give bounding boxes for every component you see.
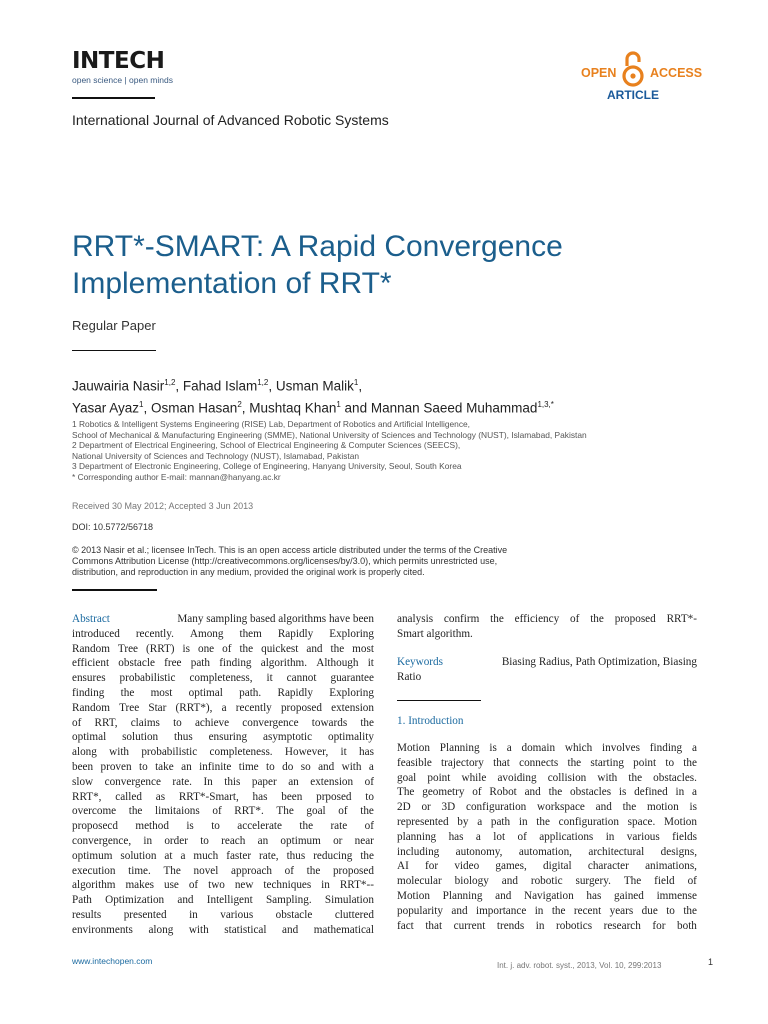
text-line: analysis confirm the efficiency of the proposed RRT*- bbox=[397, 613, 697, 625]
abstract-continued bbox=[397, 612, 697, 642]
text-line: planning has a lot of applications in various fields bbox=[397, 830, 697, 843]
text-line: proposecd method is to accelerate the rate of bbox=[72, 820, 374, 833]
author-affil-sup: 2 bbox=[237, 399, 242, 409]
title-line: Implementation of RRT* bbox=[72, 267, 392, 300]
author-affil-sup: 1,3,* bbox=[537, 399, 554, 409]
author-line-2 bbox=[72, 396, 692, 418]
text-line: introduced recently. Among them Rapidly Exploring bbox=[72, 627, 374, 640]
affiliation-line: 1 Robotics & Intelligent Systems Engineering (RISE) Lab, Department of Robotics and Artificial Intelligence, bbox=[72, 419, 471, 429]
footer-citation: Int. j. adv. robot. syst., 2013, Vol. 10, 299:2013 bbox=[497, 961, 662, 970]
text-line: slow convergence rate. In this paper an extension of bbox=[72, 775, 374, 788]
text-line: popularity and importance in the recent years due to the bbox=[397, 904, 697, 917]
received-dates: Received 30 May 2012; Accepted 3 Jun 2013 bbox=[72, 501, 254, 511]
author-separator: , bbox=[143, 400, 152, 415]
text-line: feasible trajectory that connects the starting point to the bbox=[397, 756, 697, 769]
text-line: goal point while avoiding collision with the obstacles. bbox=[397, 771, 697, 784]
text-line: including autonomy, automation, architectural designs, bbox=[397, 845, 697, 858]
author-name: Yasar Ayaz bbox=[72, 400, 140, 415]
open-access-lock-icon bbox=[621, 50, 645, 88]
license-line: distribution, and reproduction in any medium, provided the original work is properly cited. bbox=[72, 566, 425, 577]
author-affil-sup: 1 bbox=[353, 378, 359, 387]
section-heading: 1. Introduction bbox=[397, 715, 464, 727]
author-name: Usman Malik bbox=[275, 378, 354, 394]
footer-url-link[interactable]: www.intechopen.com bbox=[72, 956, 153, 966]
affiliation-line: School of Mechanical & Manufacturing Engineering (SMME), National University of Sciences and Technology (NUST), Islamabad, Pakistan bbox=[72, 429, 587, 440]
abstract-first-line bbox=[72, 612, 374, 627]
license-line: © 2013 Nasir et al.; licensee InTech. This is an open access article distributed under the terms of the Creative bbox=[72, 545, 508, 555]
access-label: ACCESS bbox=[650, 66, 703, 80]
text-line: The geometry of Robot and the obstacles is defined in a bbox=[397, 786, 697, 799]
page-number: 1 bbox=[708, 957, 714, 967]
publisher-tagline: open science | open minds bbox=[72, 75, 173, 85]
abstract bbox=[72, 612, 374, 938]
text-line: AI for video games, digital character animations, bbox=[397, 860, 697, 873]
text-line: Motion Planning is a domain which involves finding a bbox=[397, 742, 697, 754]
author-separator: and bbox=[340, 400, 371, 415]
text-line: environments along with statistical and mathematical bbox=[72, 923, 374, 936]
text-line: overcome the limitaions of RRT*. The goal of the bbox=[72, 805, 374, 818]
text-line: Smart algorithm. bbox=[397, 627, 473, 640]
introduction-text bbox=[397, 741, 697, 933]
header-rule bbox=[72, 97, 155, 99]
text-line: fact that current trends in robotics research for both bbox=[397, 919, 697, 932]
text-line: finding the most optimal path. Rapidly Exploring bbox=[72, 686, 374, 699]
abstract-text: Many sampling based algorithms have been bbox=[177, 613, 374, 625]
keywords-text: Biasing Radius, Path Optimization, Biasing bbox=[501, 656, 697, 668]
text-line: ensures probabilistic completeness, it cannot guarantee bbox=[72, 672, 374, 685]
keywords-first-line bbox=[397, 655, 697, 670]
text-line: been proven to take an infinite time to do so and with a bbox=[72, 760, 374, 773]
open-label: OPEN bbox=[581, 66, 617, 80]
abstract-label: Abstract bbox=[72, 613, 110, 625]
author-name: Mushtaq Khan bbox=[249, 400, 337, 415]
text-line: optimal solution thus ensuring asymptotic optimality bbox=[72, 731, 374, 744]
keywords-label: Keywords bbox=[397, 656, 443, 668]
text-line: molecular biology and robotic surgery. The field of bbox=[397, 875, 697, 888]
keywords-rule bbox=[397, 700, 481, 701]
author-affil-sup: 1 bbox=[336, 399, 341, 409]
affiliation-line: National University of Sciences and Technology (NUST), Islamabad, Pakistan bbox=[72, 450, 360, 461]
text-line: of RRT, claims to achieve convergence towards the bbox=[72, 716, 374, 729]
affiliation-line: 2 Department of Electrical Engineering, School of Electrical Engineering & Computer Sciences (SEECS), bbox=[72, 440, 461, 451]
publisher-logo: INTECH bbox=[72, 48, 165, 74]
text-line: Random Tree (RRT) is one of the quickest and the most bbox=[72, 642, 374, 655]
journal-name: International Journal of Advanced Robotic Systems bbox=[72, 112, 389, 128]
text-line: results presented in various obstacle cluttered bbox=[72, 908, 374, 921]
text-line: Ratio bbox=[397, 670, 422, 683]
text-line: algorithm makes use of two new techniques in RRT*-- bbox=[72, 879, 374, 892]
text-line: Path Optimization and Intelligent Sampling. Simulation bbox=[72, 894, 374, 907]
author-name: Jauwairia Nasir bbox=[72, 378, 165, 394]
corresponding-author: * Corresponding author E-mail: mannan@hanyang.ac.kr bbox=[72, 471, 281, 482]
author-affil-sup: 1,2 bbox=[164, 378, 176, 387]
license-rule bbox=[72, 589, 157, 591]
author-separator: , bbox=[175, 378, 183, 394]
affiliation-line: 3 Department of Electronic Engineering, College of Engineering, Hanyang University, Seoul, South Korea bbox=[72, 461, 462, 472]
license-statement bbox=[72, 545, 572, 577]
paper-type-rule bbox=[72, 350, 156, 351]
author-line-1 bbox=[72, 374, 692, 396]
author-separator: , bbox=[241, 400, 250, 415]
text-line: RRT*, called as RRT*-Smart, has been prposed to bbox=[72, 790, 374, 803]
author-name: Fahad Islam bbox=[182, 378, 258, 394]
author-affil-sup: 1,2 bbox=[257, 378, 269, 387]
author-name: Mannan Saeed Muhammad bbox=[370, 400, 538, 415]
article-label: ARTICLE bbox=[607, 88, 659, 102]
affiliations bbox=[72, 419, 712, 483]
text-line: represented by a path in the configuration space. Motion bbox=[397, 815, 697, 828]
keywords bbox=[397, 655, 697, 685]
paper-title bbox=[72, 228, 692, 302]
text-line: optimum solution at a much faster rate, thus reducing the bbox=[72, 849, 374, 862]
doi: DOI: 10.5772/56718 bbox=[72, 522, 154, 532]
text-line: convergence, in order to reach an optimum or near bbox=[72, 834, 374, 847]
author-affil-sup: 1 bbox=[139, 399, 144, 409]
text-line: execution time. The novel approach of the proposed bbox=[72, 864, 374, 877]
author-separator: , bbox=[358, 378, 363, 394]
text-line: efficient obstacle free path finding algorithm. Although it bbox=[72, 657, 374, 670]
author-list bbox=[72, 374, 692, 417]
license-line: Commons Attribution License (http://creativecommons.org/licenses/by/3.0), which permits unrestricted use, bbox=[72, 555, 498, 566]
author-name: Osman Hasan bbox=[151, 400, 238, 415]
author-separator: , bbox=[268, 378, 276, 394]
text-line: 2D or 3D configuration workspace and the motion is bbox=[397, 801, 697, 814]
text-line: along with probabilistic completeness. However, it has bbox=[72, 746, 374, 759]
paper-type: Regular Paper bbox=[72, 318, 156, 333]
text-line: Motion Planning and Navigation has gained immense bbox=[397, 889, 697, 902]
text-line: Random Tree Star (RRT*), a recently proposed extension bbox=[72, 701, 374, 714]
title-line: RRT*-SMART: A Rapid Convergence bbox=[72, 230, 563, 263]
